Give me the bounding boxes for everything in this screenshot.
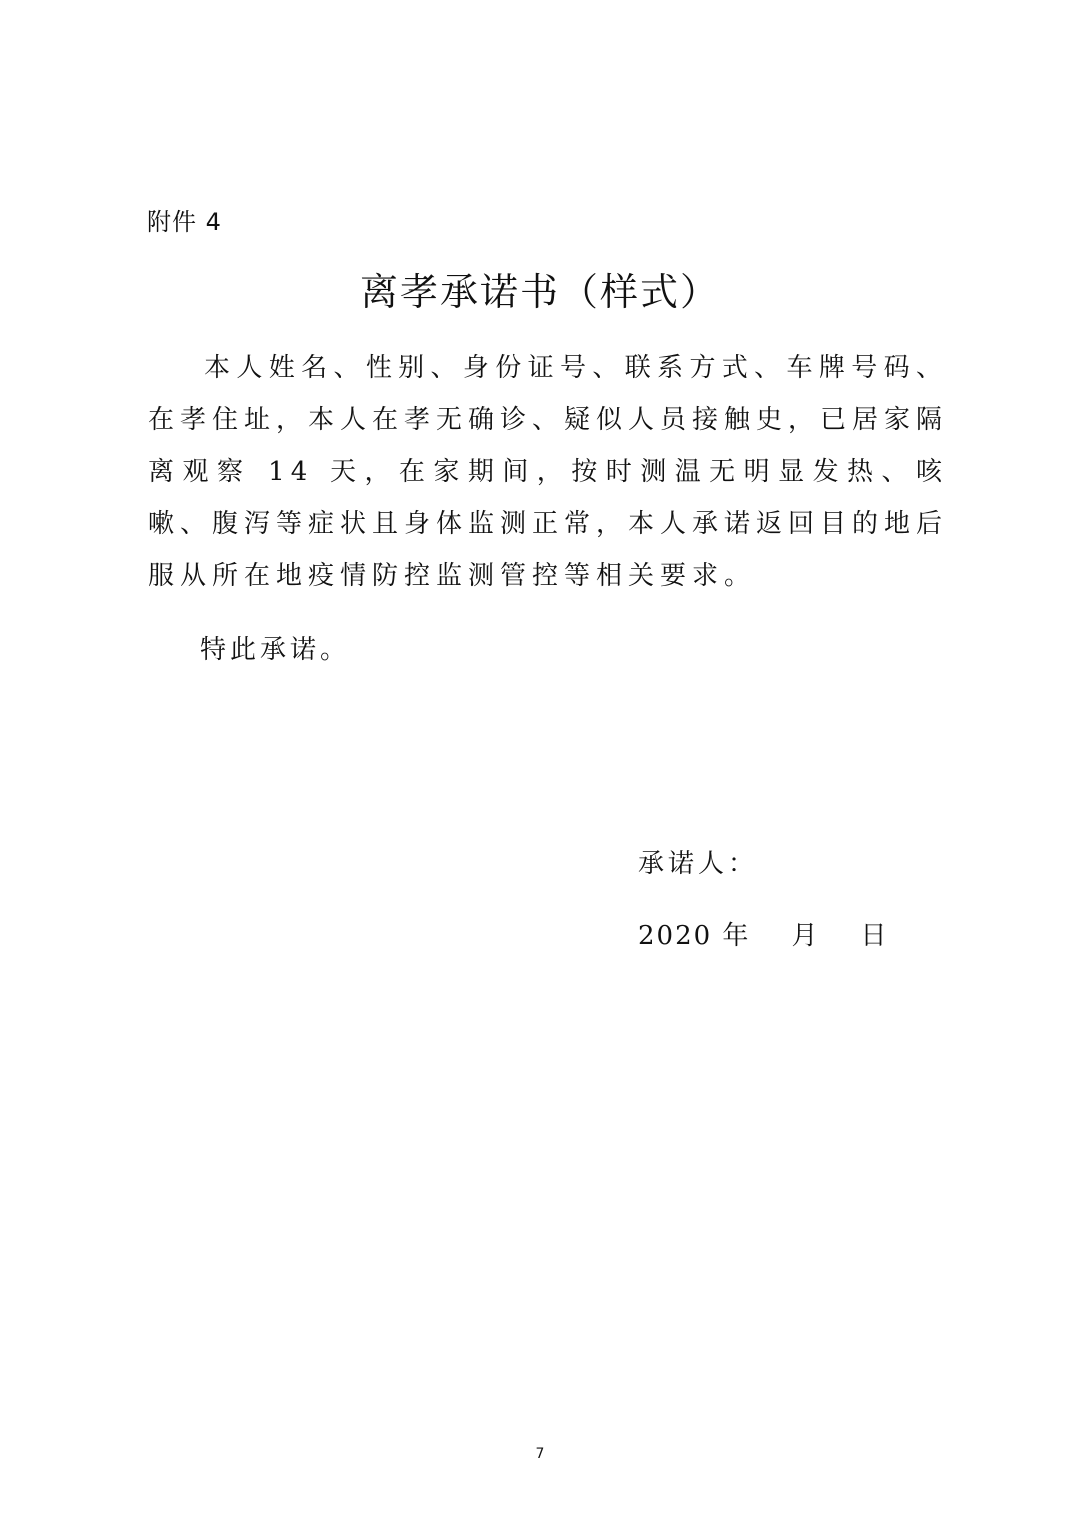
- body-paragraph: 本人姓名、性别、身份证号、联系方式、车牌号码、在孝住址，本人在孝无确诊、疑似人员接触史，已居家隔离观察 14 天，在家期间，按时测温无明显发热、咳嗽、腹泻等症状且身体监测正常，本人承诺返回目的地后服从所在地疫情防控监测管控等相关要求。: [148, 353, 949, 591]
- page-number: 7: [535, 1446, 545, 1462]
- signer-label: 承诺人：: [638, 849, 759, 879]
- attachment-label: 附件 4: [147, 208, 222, 236]
- date-line: 2020 年 月 日: [638, 921, 889, 951]
- document-title: 离孝承诺书（样式）: [359, 270, 720, 314]
- closing-statement: 特此承诺。: [200, 635, 351, 665]
